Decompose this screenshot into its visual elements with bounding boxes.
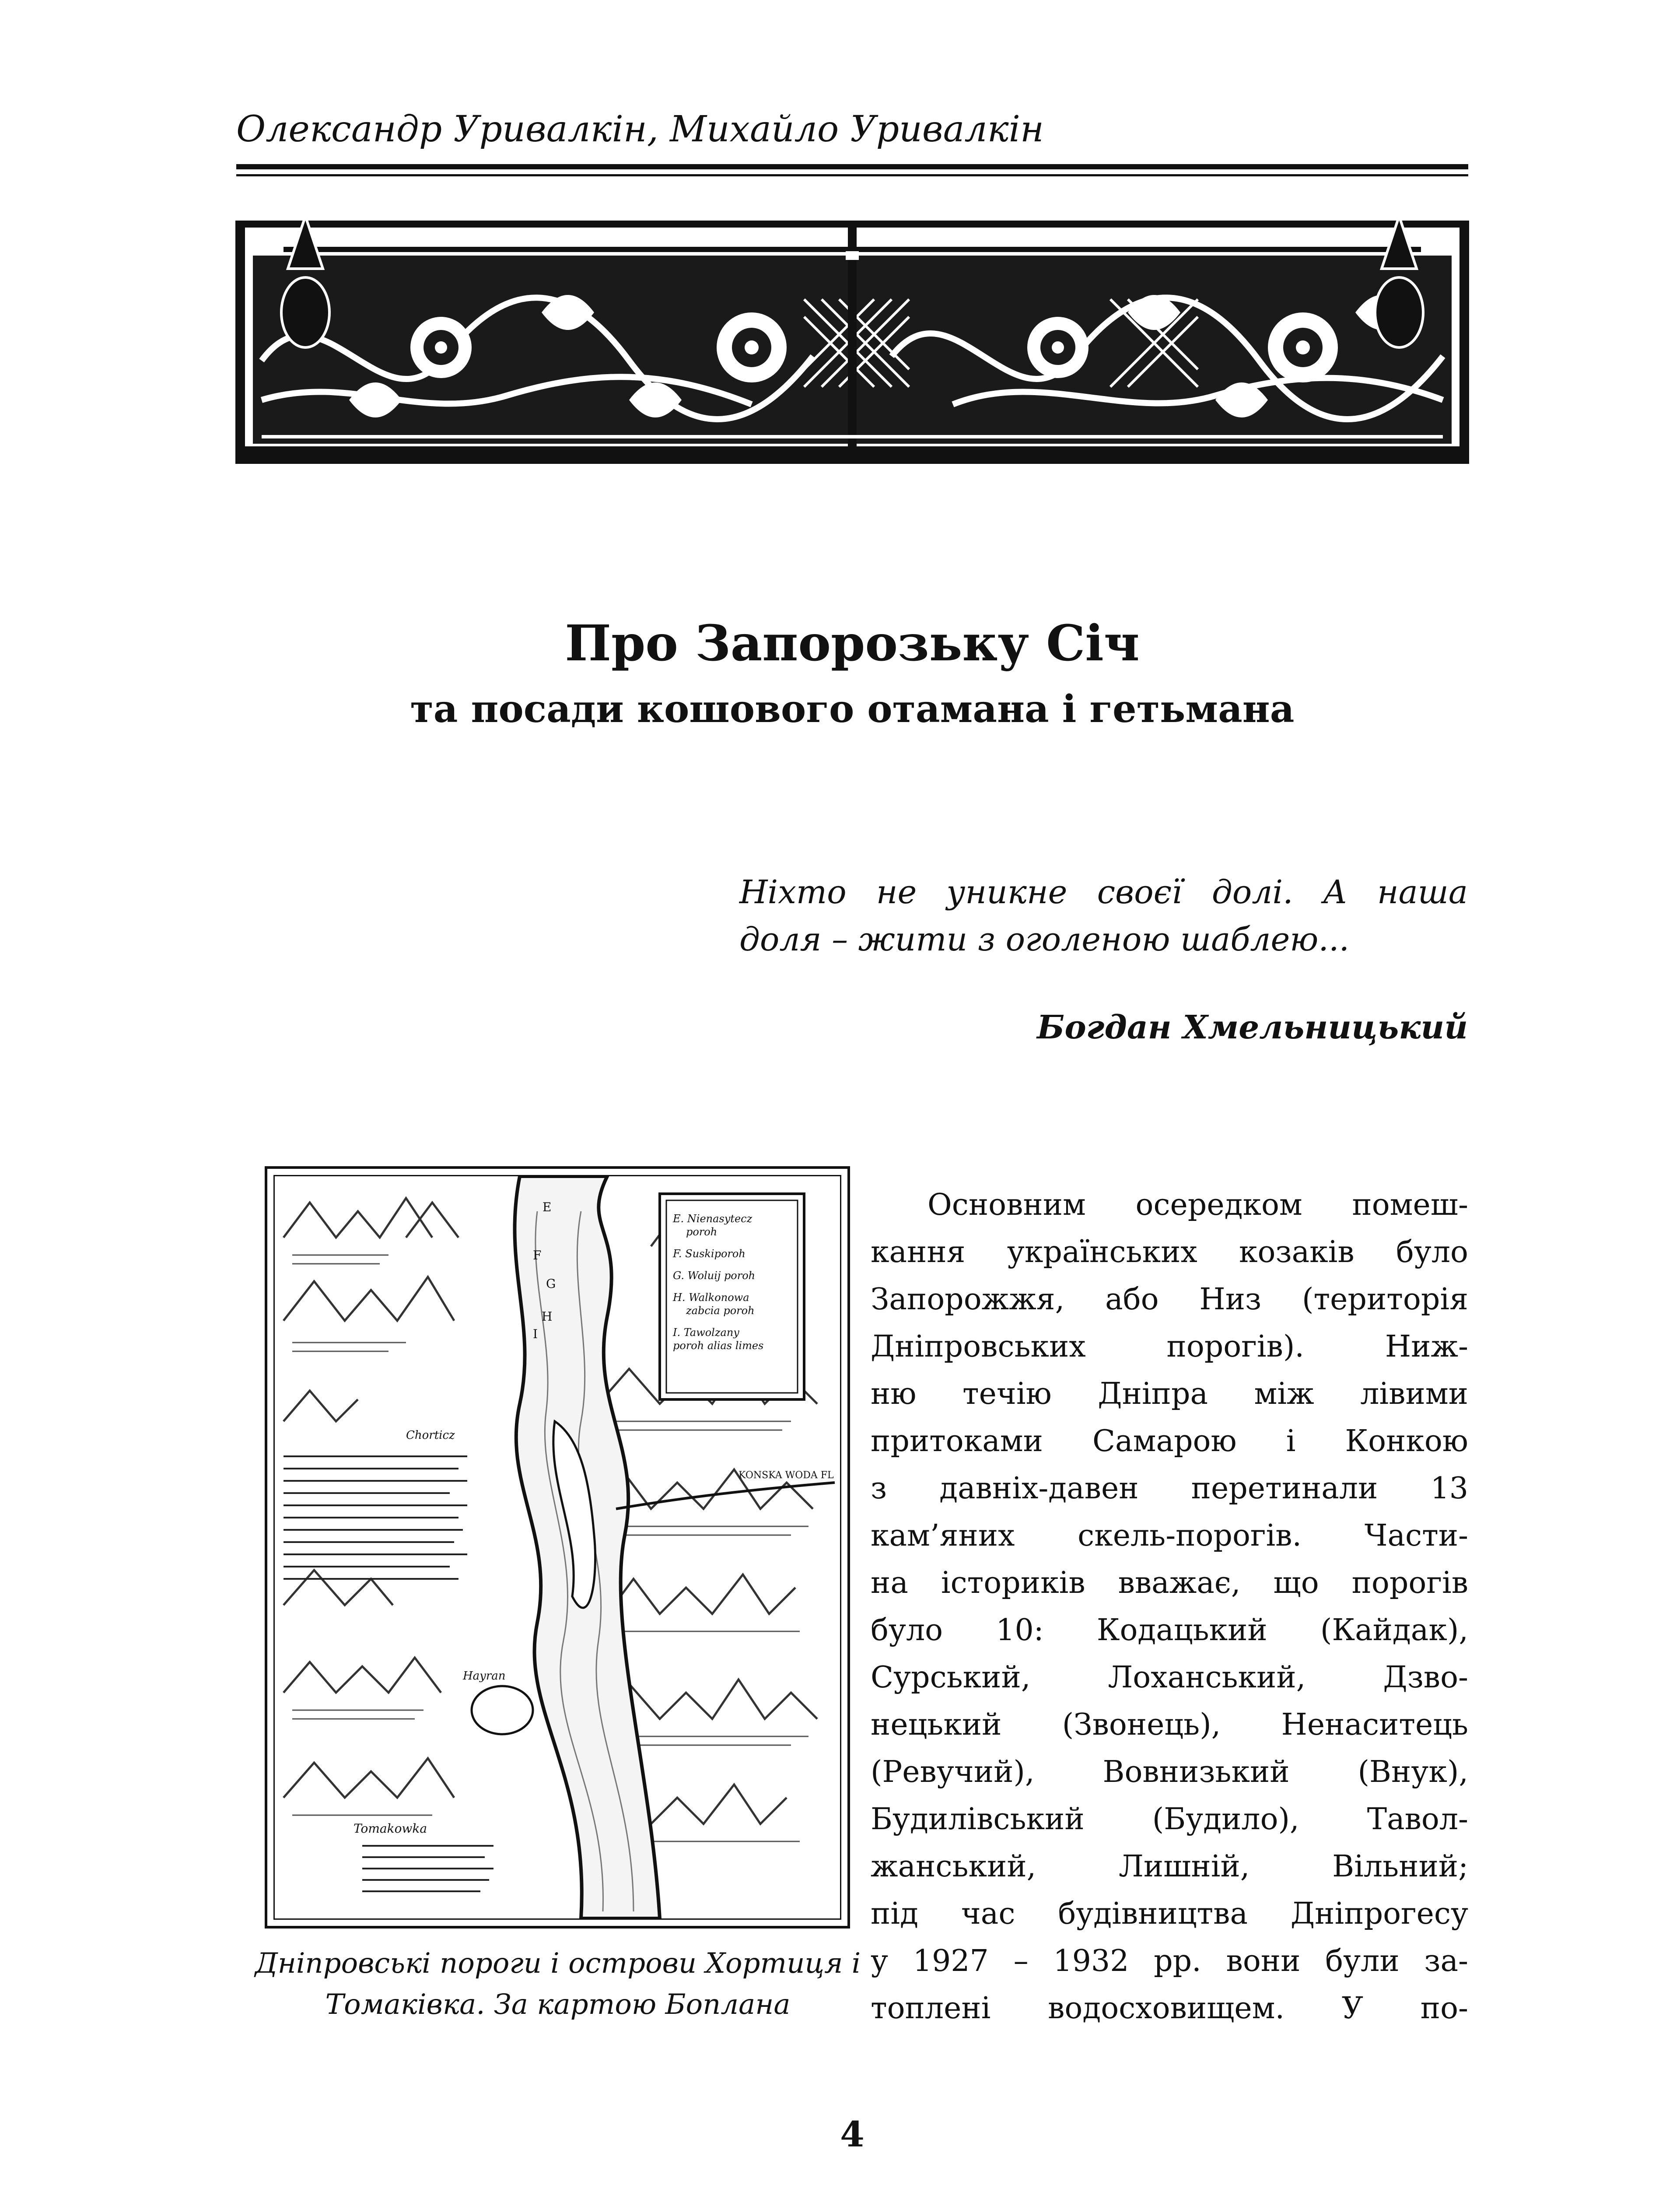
caption-line: Дніпровські пороги і острови Хортиця і <box>255 1947 861 1980</box>
map-letter: F <box>533 1248 542 1262</box>
floral-woodcut-ornament-icon <box>235 216 1469 466</box>
body-line: притоками Самарою і Конкою <box>871 1424 1468 1459</box>
body-line: нецький (Звонець), Ненаситець <box>871 1708 1468 1742</box>
body-line: Запорожжя, або Низ (територія <box>871 1282 1468 1317</box>
legend-line: poroh <box>686 1226 718 1238</box>
body-text <box>871 1182 1468 2032</box>
legend-line: I. Tawolzany <box>673 1326 739 1339</box>
epigraph <box>739 869 1468 963</box>
map-letter: I <box>533 1327 538 1341</box>
body-line: Дніпровських порогів). Ниж- <box>871 1329 1468 1364</box>
map-letter: E <box>542 1200 552 1214</box>
legend-line: E. Nienasytecz <box>673 1213 752 1225</box>
map-label-chorticz: Chorticz <box>406 1429 455 1442</box>
body-line: топлені водосховищем. У по- <box>871 1991 1468 2026</box>
body-line: під час будівництва Дніпрогесу <box>871 1897 1468 1931</box>
epigraph-line: Ніхто не уникне своєї долі. А наша <box>739 873 1468 911</box>
map-letter: G <box>546 1276 556 1291</box>
body-line: Будилівський (Будило), Тавол- <box>871 1802 1468 1837</box>
body-line: жанський, Лишній, Вільний; <box>871 1849 1468 1884</box>
body-line: кання українських козаків було <box>871 1235 1468 1269</box>
header-rule-thin <box>236 174 1468 176</box>
legend-line: F. Suskiporoh <box>673 1248 746 1260</box>
page-number: 4 <box>840 2114 864 2155</box>
map-label-konska: KONSKA WODA FL <box>738 1470 834 1481</box>
body-line: кам’яних скель-порогів. Части- <box>871 1518 1468 1553</box>
map-label-tomakowka: Tomakowka <box>354 1821 427 1836</box>
caption-line: Томаківка. За картою Боплана <box>325 1988 791 2021</box>
body-line: у 1927 – 1932 рр. вони були за- <box>871 1944 1468 1978</box>
legend-line: poroh alias limes <box>673 1339 764 1352</box>
body-line: було 10: Кодацький (Кайдак), <box>871 1613 1468 1648</box>
body-line: (Ревучий), Вовнизький (Внук), <box>871 1755 1468 1789</box>
body-line: з давніх-давен перетинали 13 <box>871 1471 1468 1506</box>
body-line: Сурський, Лоханський, Дзво- <box>871 1660 1468 1695</box>
chapter-title: Про Запорозьку Січ <box>565 615 1140 672</box>
legend-line: G. Woluij poroh <box>673 1269 756 1282</box>
legend-line: zabcia poroh <box>686 1304 755 1317</box>
body-line: ню течію Дніпра між лівими <box>871 1377 1468 1411</box>
map-letter: H <box>542 1309 553 1324</box>
figure-frame <box>265 1166 850 1929</box>
running-head-authors: Олександр Уривалкін, Михайло Уривалкін <box>236 109 1044 150</box>
epigraph-author: Богдан Хмельницький <box>1037 1009 1468 1046</box>
dnipro-rapids-map-icon <box>275 1176 840 1918</box>
map-label-hayran: Hayran <box>463 1669 506 1683</box>
figure-caption <box>245 1943 871 2025</box>
body-line: на істориків вважає, що порогів <box>871 1566 1468 1600</box>
body-line: Основним осередком помеш- <box>928 1188 1468 1222</box>
legend-line: H. Walkonowa <box>673 1291 749 1304</box>
chapter-subtitle: та посади кошового отамана і гетьмана <box>410 687 1295 731</box>
epigraph-line: доля – жити з оголеною шаблею... <box>739 921 1350 958</box>
header-rule-thick <box>236 164 1468 169</box>
